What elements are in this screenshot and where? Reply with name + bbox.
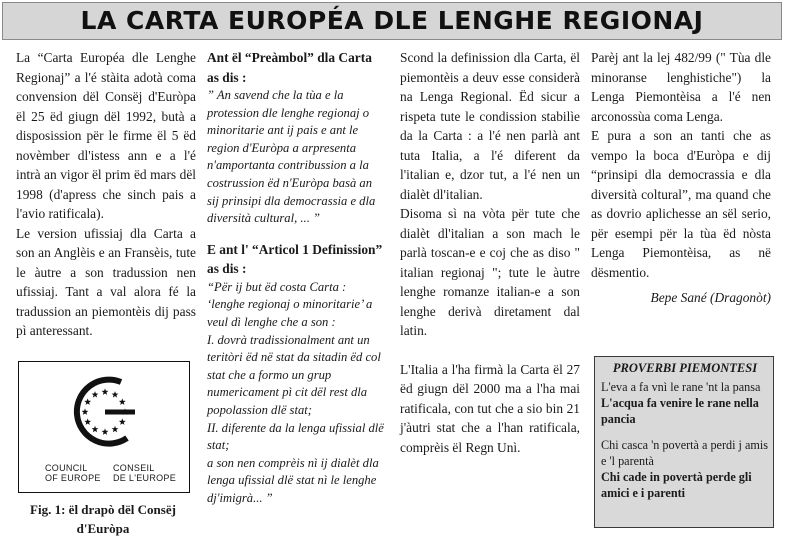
star-icon — [84, 398, 91, 405]
logo-text-line: COUNCIL — [45, 463, 88, 473]
quote: ” An savend che la tùa e la protession dle lenghe regionaj o minoritarie ant ij pais e ant le region d'Euròpa a arpresenta n'amportanta contribussion a la costrussion ëd n'Euròpa basà an sij prinsipi dla democrassia e dla diversità cultural, ... ” — [207, 88, 376, 226]
star-icon — [102, 428, 109, 435]
paragraph: Scond la definission dla Carta, ël piemontèis a deuv esse considerà na Lenga Regional. Ëd sicur a rispeta tute le condission stabilìe da la Carta : a l'é nen parlà ant tuta Italia, a l'é diferent da l'italian e, dzor tut, a l'é nen un dialèt dl'italian. — [400, 50, 580, 202]
paragraph: E pura a son an tanti che as vempo la boca d'Euròpa e dij “prinsipi dla democrassia e dla diversità coltural”, ma quand che as dovrio aplichesse an sël serio, për esempi për la tùa ëd nòsta Lenga Piemontèisa, as në dësmentio. — [591, 128, 771, 280]
logo-text-french — [113, 463, 176, 483]
quote: a son nen comprèis nì ij dialèt dla lenga ufissial dlë stat nì le lenghe dj'imigrà... ” — [207, 455, 379, 505]
proverbs-box — [594, 356, 774, 528]
page-title: LA CARTA EUROPÉA DLE LENGHE REGIONAJ — [80, 6, 704, 35]
quote: II. diferente da la lenga ufissial dlë stat; — [207, 420, 384, 453]
figure-caption: Fig. 1: ël drapò dël Consëj d'Euròpa — [30, 502, 176, 536]
column-4 — [591, 48, 771, 308]
section-heading: E ant l' “Articol 1 Definission” as dis : — [207, 241, 383, 277]
logo-text-line: DE L'EUROPE — [113, 473, 177, 483]
quote: “Për ij but ëd costa Carta : ‘lenghe regionaj o minoritarie’ a veul dì lenghe che a son : — [207, 279, 373, 329]
star-icon — [112, 426, 119, 433]
star-icon — [119, 398, 126, 405]
paragraph: Le version ufissiaj dla Carta a son an Anglèis e an Fransèis, tute le àutre a son tradussion nen ufissiaj. Tant a val alora fé la tradussion an piemontèis dij pass pì anteressant. — [16, 225, 196, 338]
star-icon — [119, 418, 126, 425]
proverbs-heading: PROVERBI PIEMONTESI — [612, 361, 758, 375]
column-2 — [207, 48, 385, 507]
author-signature: Bepe Sané (Dragonòt) — [650, 290, 771, 305]
logo-text-line: OF EUROPE — [45, 473, 101, 483]
paragraph: Disoma sì na vòta për tute che dialèt dl'italian a son mach le parlà toscan-e e coj che as diso " italian regionaj "; tute le àutre lenghe romanze italian-e a son lenghe derivà diretament dal latin. — [400, 206, 580, 338]
paragraph: L'Italia a l'ha firmà la Carta ël 27 ëd giugn dël 2000 ma a l'ha mai ratificala, con tut che a sio bin 21 j'àutri stat che a l'han ratificala, comprèis ël Regn Unì. — [400, 361, 580, 455]
proverb-piedmontese: L'eva a fa vnì le rane 'nt la pansa — [601, 380, 761, 394]
star-icon — [92, 391, 99, 398]
quote: I. dovrà tradissionalment ant un teritòri ëd në stat da sitadin ëd col stat che a formo un grup numericament pì cit dël rest dla popolassion dlë stat; — [207, 332, 381, 417]
title-banner — [2, 2, 782, 40]
logo-text-english — [45, 463, 101, 483]
star-icon — [82, 408, 89, 415]
paragraph: La “Carta Européa dle Lenghe Regionaj” a l'é stàita adotà coma convension dël Consëj d'Euròpa ël 25 ëd giugn dël 1992, butà a disposission për le firme ël 5 ëd novèmber dl'istess ann e a l'é intrà an vigor ël prim ëd mars dël 1998 (d'apress che sinch pais a l'avio ratificala). — [16, 50, 196, 221]
star-icon — [112, 391, 119, 398]
column-3 — [400, 48, 580, 457]
star-icon — [84, 418, 91, 425]
council-of-europe-logo — [18, 361, 190, 493]
proverb-italian: Chi cade in povertà perde gli amici e i parenti — [601, 470, 752, 500]
star-icon — [92, 426, 99, 433]
star-icon — [102, 388, 109, 395]
council-of-europe-emblem — [69, 368, 141, 456]
paragraph: Parèj ant la lej 482/99 (" Tùa dle minoranse lenghistiche") la Lenga Piemontèisa a l'é nen arconossùa coma Lenga. — [591, 50, 771, 124]
column-1 — [16, 48, 196, 341]
proverb-piedmontese: Chi casca 'n povertà a perdi j amis e 'l parentà — [601, 438, 769, 468]
logo-text-line: CONSEIL — [113, 463, 155, 473]
section-heading: Ant ël “Preàmbol” dla Carta as dis : — [207, 50, 372, 85]
proverb-italian: L'acqua fa venire le rane nella pancia — [601, 396, 759, 426]
